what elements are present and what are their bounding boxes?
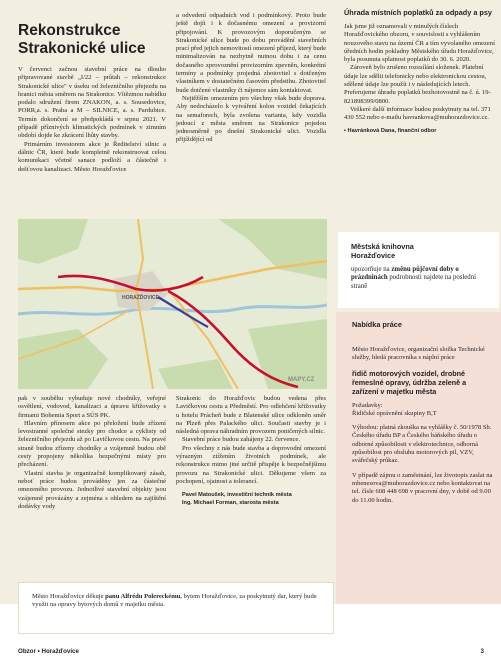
article-paragraph: Hlavním přínosem akce po přeložení bude zřízení levostranné společné stezky pro chodce a cyklisty od železničního přejezdu až po Lavičkovou cestu. Na pravé straně budou zřízeny chodníky a vzájemně budou obě cesty propojeny několika bezpečnými místy pro přecházení. xyxy=(18,419,166,469)
fees-paragraph: Zároveň bylo zrušeno rozesílání složenek. Platební údaje lze sdělit telefonicky nebo elektronickou cestou, sdělené údaje lze použít i v následujících letech. Preferujeme úhradu poplatků bezhotovostně na č. ú. 19-821898399/0800. xyxy=(344,64,491,105)
article-paragraph: Nejtěžším omezením pro všechny však bude doprava. Aby nedocházelo k vytváření kolon vozidel čekajících na semaforech, byla zvolena varianta, kdy vozidla jedoucí z města směrem na Strakonice pojedou jednosměrně po dnešní Strakonické ulici. Vozidla přijíždějící od xyxy=(176,94,326,144)
article-paragraph: Stavební práce budou zahájeny 22. července. xyxy=(182,436,300,444)
map-watermark: MAPY.CZ xyxy=(288,377,315,383)
title-line-1: Rekonstrukce xyxy=(18,22,121,39)
fees-signer-name: Havránková Dana, finanční odbor xyxy=(347,127,437,134)
article-column-4 xyxy=(176,395,326,507)
job-advantage: Výhodou: platná zkouška na vyhlášky č. 50/1978 Sb. Českého úřadu BP a Českého báňského úřadu o odborné způsobilosti v elektrotechnice, odborná způsobilost pro obsluhu motorových pil, VZV, svářečský průkaz. xyxy=(352,424,492,465)
article-paragraph: V červenci začnou stavební práce na dlouho připravované stavbě „I/22 – průtah – rekonstrukce Strakonické ulice" v úseku od železničního přejezdu na hranici města směrem na Strakonice. Vítězmou nabídku podalo sdružení firem ZNAKON, a. s. Sousedovice, PORR,a. s. Praha a M – SILNICE, a. s. Pardubice. Termín dokončení se předpokládá v srpnu 2021. V případě příznivých klimatických podmínek v zimním období dojde ke zkrácení lhůty stavby. xyxy=(18,66,166,140)
job-position: řidič motorových vozidel, drobné řemeslné opravy, údržba zeleně a zařízení v majetku města xyxy=(352,368,467,396)
library-text-bold: půjčovní doby o prázdninách xyxy=(351,266,459,282)
library-heading xyxy=(351,242,491,260)
article-paragraph: Pro všechny z nás bude stavba a doprovodní omezení výrazným ztížením životních podmínek, ale rekonstrukce mimo jiné určitě přispěje k bezpečnějšímu provozu na Strakonické ulici. Děkujeme všem za pochopení, ojatnost a tolerancí. xyxy=(176,444,326,485)
library-text-part: upozorňuje na xyxy=(351,266,392,273)
fees-heading: Úhrada místních poplatků za odpady a psy xyxy=(344,8,492,17)
donation-text: bytem Horažďovice, za poskytnutý dar, který bude využit na opravy bytových domů v majetku města. xyxy=(32,593,317,609)
signature-line: Pavel Matoušek, investiční technik města xyxy=(182,492,292,499)
job-offer-content xyxy=(352,346,494,511)
article-paragraph: pak v souběhu vybuduje nové chodníky, veřejné osvětlení, vodovod, kanalizaci a úpravu křižovatky s firmami Bohemia Sport a SÚS PK. xyxy=(18,395,166,419)
library-heading-line: Horažďovice xyxy=(351,251,396,260)
library-text-part: podrobnosti najdete na poslední straně xyxy=(351,274,476,290)
library-heading-line: Městská knihovna xyxy=(351,242,414,251)
article-column-1 xyxy=(18,66,166,174)
page-number: 3 xyxy=(480,648,484,655)
job-heading: Nabídka práce xyxy=(352,320,402,329)
fees-section xyxy=(344,8,496,135)
fees-paragraph: Veškeré další informace budou poskytnuty na tel. 371 430 552 nebo e-mailu havrankova@muhorazdovice.cz. xyxy=(344,105,491,122)
article-title xyxy=(18,22,146,58)
title-line-2: Strakonické ulice xyxy=(18,40,146,57)
library-text xyxy=(351,266,491,291)
donor-name: panu Alfrédu Polereckému, xyxy=(105,593,182,600)
route-map xyxy=(18,219,327,389)
map-graphic xyxy=(18,219,327,389)
library-text-bold: změnu xyxy=(391,266,411,273)
article-paragraph: Primárním investorem akce je Ředitelství silnic a dálnic ČR, které bude kompletně rekonstruovat celou komunikaci včetně sanace podloží a částečně i dešťovou kanalizaci. Město Horažďovice xyxy=(18,140,166,173)
job-intro: Město Horažďovice, organizační složka Technické služby, hledá pracovníka s náplní práce xyxy=(352,346,485,362)
map-town-label: HORAŽĎOVICE xyxy=(122,295,159,301)
footer-brand: Obzor • Horažďovice xyxy=(18,648,79,655)
donation-text: Město Horažďovice děkuje xyxy=(32,593,106,600)
article-paragraph: a odvedení odpadních vod i podmínkový. Proto bude ještě dojít i k dočasnému omezení a provizorní připojování. K provozovým doporučeným se Strakonické ulice bude po dobu provádění stavebních prací před jejich nemovitostí omezení příjezd, který bude minimalizován na nezbytně nutnou dobu i za cenu dočasného zprovoznění provizorním zpevněn, konkrétní termíny a podmínky projedná zhotovitel s dotčeným vlastníkem v dostatečném časovém předstihu. Zhotovitel bude dotčené vlastníky či nájemce sám kontaktovat. xyxy=(176,12,326,94)
signature-line: Ing. Michael Forman, starosta města xyxy=(182,499,279,506)
article-paragraph: Strakonic do Horažďovic budou vedena přes Lavičkovou cestu a Předměstí. Pro odlehčení křižovatky u hotelu Prácheň bude z Blatenské ulice odkloněn směr na Plzeň přes Palackého ulici. Současti stavby je i následná oprava náhradním provozem poničených silnic. xyxy=(176,395,326,436)
article-paragraph: Vlastní stavba je organizačně komplikovaný zásah, neboť práce budou prováděny jen za částečné omezeného provozu. Jednotlivé stavební objekty jsou vzájemně provázány a zejména s ohledem na zajištění dodávky vody xyxy=(18,469,166,510)
job-contact: V případě zájmu o zaměstnání, lze životopis zaslat na mbenesova@muhorazdovice.cz nebo kontaktovat na tel. čísle 608 448 698 v pracovní dny, v době od 9.00 do 11.00 hodin. xyxy=(352,471,493,504)
fees-paragraph: Jak jsme již oznamovali v minulých číslech Horažďovického obzoru, v souvislosti s vyhlášením nouzového stavu na území ČR a tím vyvolaného omezení úředních hodin pokladny Městského úřadu Horažďovice, byla posunuta splatnost poplatků do 30. 6. 2020. xyxy=(344,23,495,64)
article-column-3 xyxy=(18,395,166,511)
page-footer xyxy=(18,648,484,660)
job-requirements-label: Požadavky: xyxy=(352,401,383,409)
article-column-2 xyxy=(176,12,326,145)
job-requirements: Řidičské oprávnění skupiny B,T xyxy=(352,409,437,417)
article-signatures xyxy=(176,492,326,507)
library-notice xyxy=(338,232,499,308)
donation-note xyxy=(18,582,334,634)
fees-signer: ▪ Havránková Dana, finanční odbor xyxy=(344,127,437,134)
